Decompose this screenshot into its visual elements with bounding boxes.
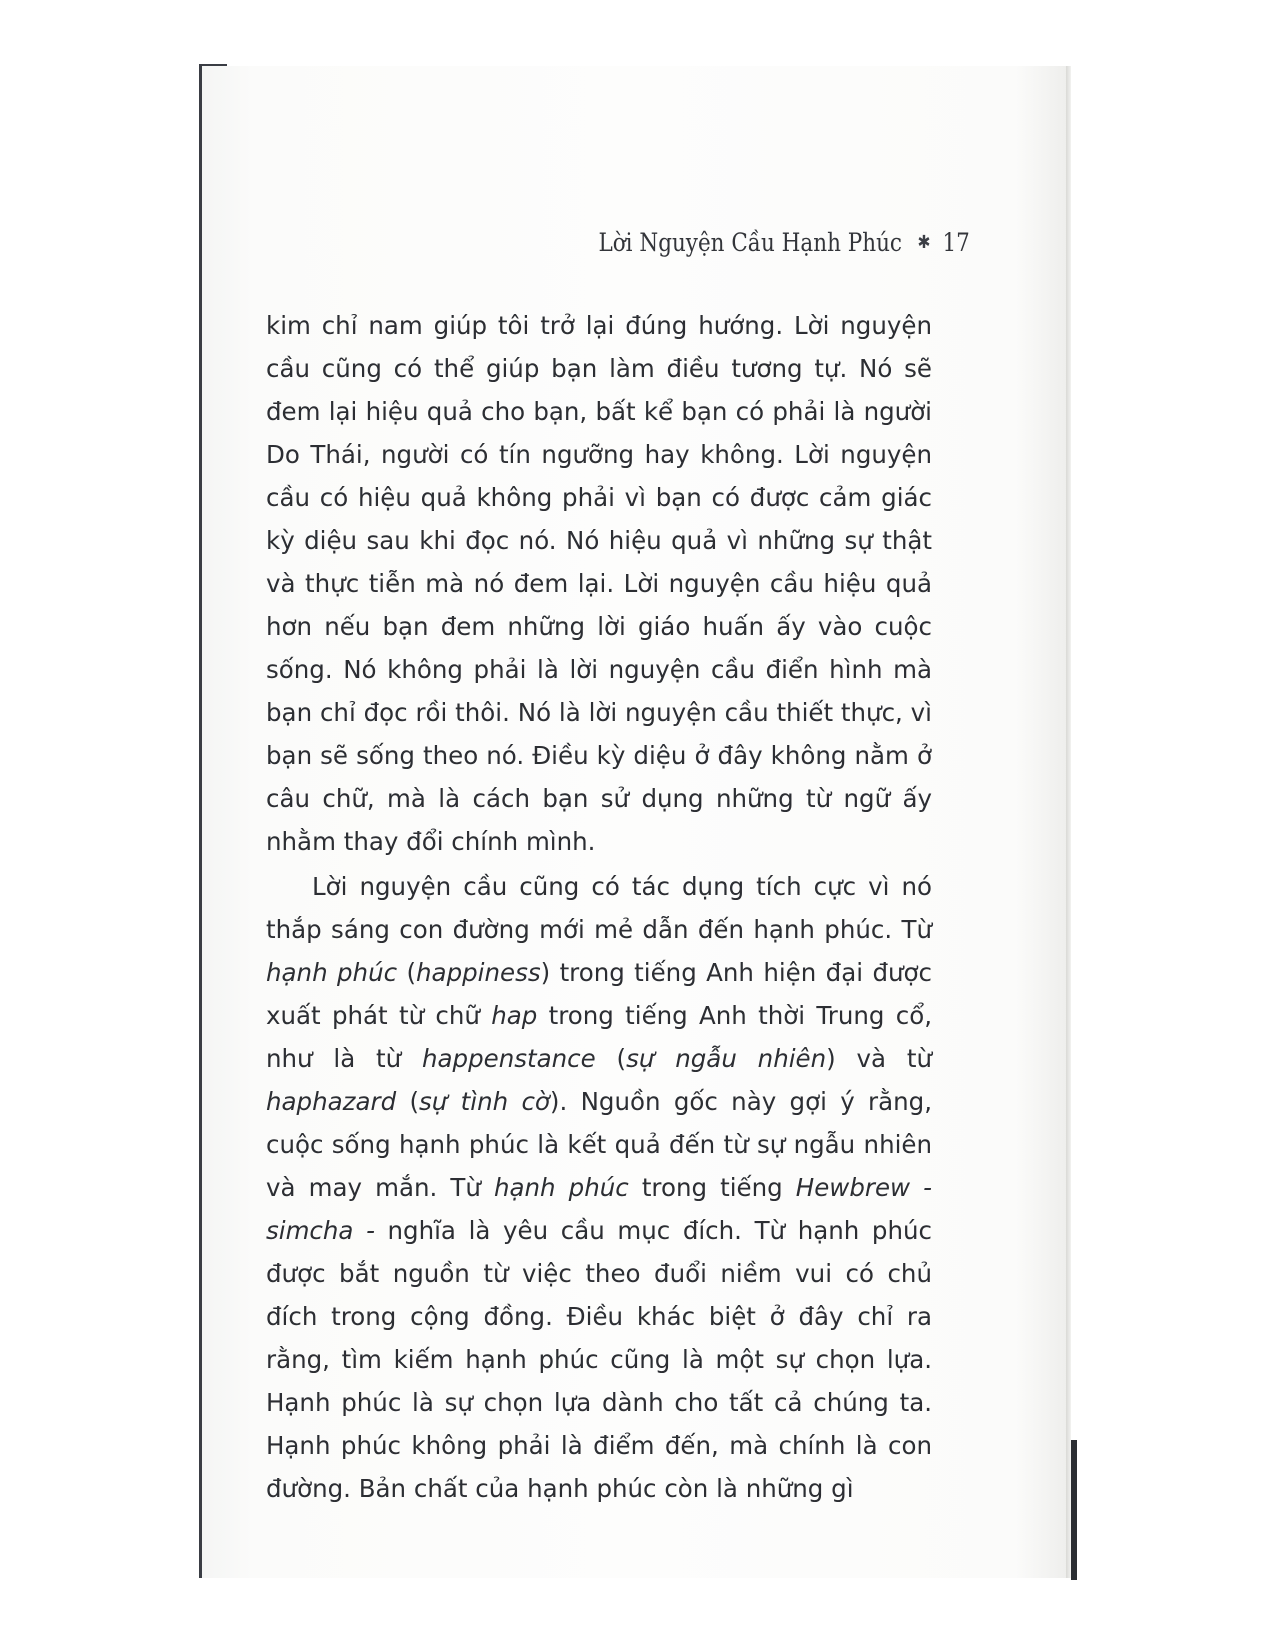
italic-term: sự ngẫu nhiên — [626, 1044, 827, 1073]
paragraph-1: kim chỉ nam giúp tôi trở lại đúng hướng. Lời nguyện cầu cũng có thể giúp bạn làm điều tương tự. Nó sẽ đem lại hiệu quả cho bạn, bất kể bạn có phải là người Do Thái, người có tín ngưỡng hay không. Lời nguyện cầu có hiệu quả không phải vì bạn có được cảm giác kỳ diệu sau khi đọc nó. Nó hiệu quả vì những sự thật và thực tiễn mà nó đem lại. Lời nguyện cầu hiệu quả hơn nếu bạn đem những lời giáo huấn ấy vào cuộc sống. Nó không phải là lời nguyện cầu điển hình mà bạn chỉ đọc rồi thôi. Nó là lời nguyện cầu thiết thực, vì bạn sẽ sống theo nó. Điều kỳ diệu ở đây không nằm ở câu chữ, mà là cách bạn sử dụng những từ ngữ ấy nhằm thay đổi chính mình. — [266, 311, 932, 856]
page-right-edge — [1066, 66, 1071, 1578]
italic-term: happiness — [416, 958, 541, 987]
body-text — [266, 304, 932, 1510]
italic-term: hap — [491, 1001, 538, 1030]
running-head-title: Lời Nguyện Cầu Hạnh Phúc — [598, 228, 903, 257]
italic-term: sự tình cờ — [419, 1087, 550, 1116]
book-cover-right-edge — [1071, 1440, 1077, 1580]
italic-term: hạnh phúc — [493, 1173, 629, 1202]
book-spine-left-edge — [199, 66, 202, 1578]
star-separator-icon: ✱ — [917, 232, 931, 253]
paragraph-2: Lời nguyện cầu cũng có tác dụng tích cực vì nó thắp sáng con đường mới mẻ dẫn đến hạnh phúc. Từ hạnh phúc (happiness) trong tiếng Anh hiện đại được xuất phát từ chữ hap trong tiếng Anh thời Trung cổ, như là từ happenstance (sự ngẫu nhiên) và từ haphazard (sự tình cờ). Nguồn gốc này gợi ý rằng, cuộc sống hạnh phúc là kết quả đến từ sự ngẫu nhiên và may mắn. Từ hạnh phúc trong tiếng Hewbrew - simcha - nghĩa là yêu cầu mục đích. Từ hạnh phúc được bắt nguồn từ việc theo đuổi niềm vui có chủ đích trong cộng đồng. Điều khác biệt ở đây chỉ ra rằng, tìm kiếm hạnh phúc cũng là một sự chọn lựa. Hạnh phúc là sự chọn lựa dành cho tất cả chúng ta. Hạnh phúc không phải là điểm đến, mà chính là con đường. Bản chất của hạnh phúc còn là những gì — [266, 872, 933, 1503]
italic-term: haphazard — [266, 1087, 397, 1116]
running-head — [599, 228, 970, 257]
page-number: 17 — [942, 228, 970, 257]
book-page — [200, 66, 1068, 1578]
italic-term: happenstance — [422, 1044, 596, 1073]
italic-term: hạnh phúc — [266, 958, 398, 987]
italic-term: Hewbrew - simcha - — [266, 1173, 933, 1245]
